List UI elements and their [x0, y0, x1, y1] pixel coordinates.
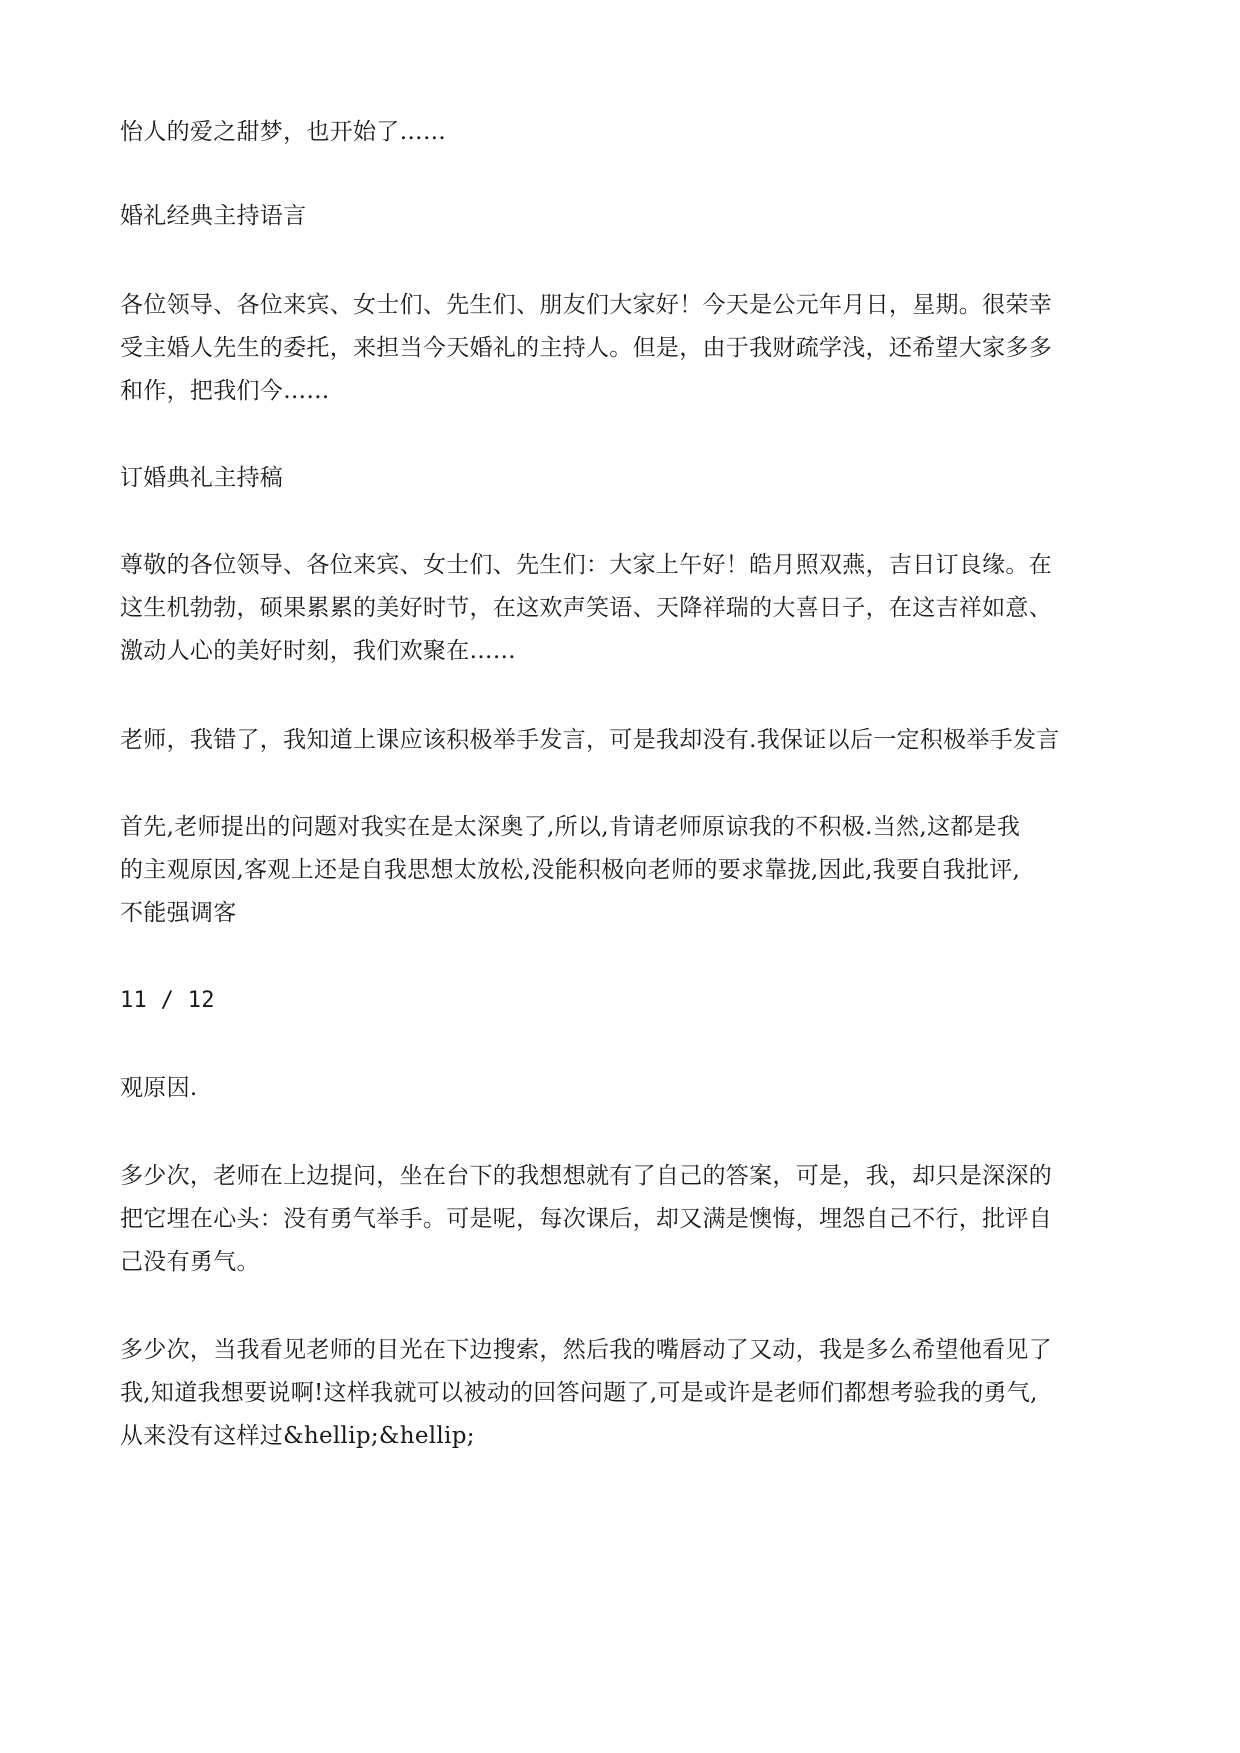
page-number: 11 / 12: [120, 988, 215, 1013]
paragraph-line: 的主观原因,客观上还是自我思想太放松,没能积极向老师的要求靠拢,因此,我要自我批评,: [120, 857, 1021, 883]
paragraph-line: 和作，把我们今……: [120, 378, 330, 404]
paragraph-line: 我,知道我想要说啊!这样我就可以被动的回答问题了,可是或许是老师们都想考验我的勇气,: [120, 1380, 1038, 1406]
section-heading: 订婚典礼主持稿: [120, 465, 284, 491]
paragraph-line: 从来没有这样过&hellip;&hellip;: [120, 1423, 475, 1449]
paragraph-line: 尊敬的各位领导、各位来宾、女士们、先生们：大家上午好！皓月照双燕，吉日订良缘。在: [120, 552, 1052, 578]
paragraph-line: 不能强调客: [120, 900, 237, 926]
paragraph-line: 多少次，老师在上边提问，坐在台下的我想想就有了自己的答案，可是，我，却只是深深的: [120, 1163, 1052, 1189]
paragraph-line: 受主婚人先生的委托，来担当今天婚礼的主持人。但是，由于我财疏学浅，还希望大家多多: [120, 335, 1052, 361]
paragraph-line: 激动人心的美好时刻，我们欢聚在……: [120, 638, 517, 664]
paragraph-line: 各位领导、各位来宾、女士们、先生们、朋友们大家好！今天是公元年月日，星期。很荣幸: [120, 292, 1052, 318]
paragraph-line: 怡人的爱之甜梦，也开始了……: [120, 119, 447, 145]
paragraph-line: 老师，我错了，我知道上课应该积极举手发言，可是我却没有.我保证以后一定积极举手发言: [120, 727, 1060, 753]
paragraph-line: 这生机勃勃，硕果累累的美好时节，在这欢声笑语、天降祥瑞的大喜日子，在这吉祥如意、: [120, 595, 1052, 621]
paragraph-line: 观原因.: [120, 1075, 198, 1101]
section-heading: 婚礼经典主持语言: [120, 203, 307, 229]
paragraph-line: 己没有勇气。: [120, 1249, 260, 1275]
paragraph-line: 首先,老师提出的问题对我实在是太深奥了,所以,肯请老师原谅我的不积极.当然,这都是我: [120, 814, 1021, 840]
paragraph-line: 把它埋在心头：没有勇气举手。可是呢，每次课后，却又满是懊悔，埋怨自己不行，批评自: [120, 1206, 1052, 1232]
paragraph-line: 多少次，当我看见老师的目光在下边搜索，然后我的嘴唇动了又动，我是多么希望他看见了: [120, 1337, 1052, 1363]
